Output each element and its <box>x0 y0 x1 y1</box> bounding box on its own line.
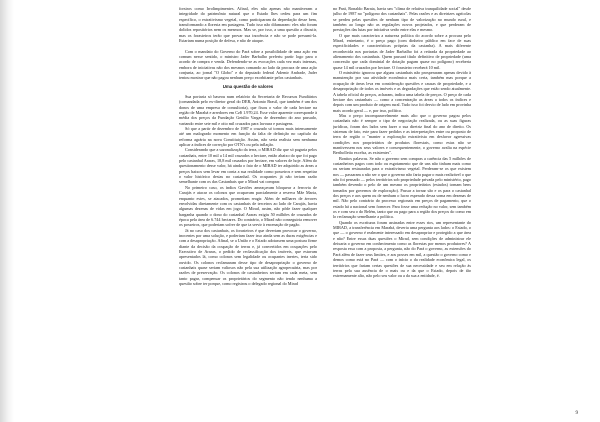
paragraph: Mas o preço incomparavelmente mais alto que o governo pagou pelos castanhais não é sempre o tipo de negociação realizada, ou as suas figuras jurídicas, foram dos lados sem fazer o sua diretriz final do ano de direito. Os sistemas de fato, este para fazer pedidos e as interpretações entre ou proposto de terra de região o "manter a exploração extrativista em desfavor agressivas condições nos proprietários de produtos florestais, como estas não se mantivessem nos seus valores e consequentemente, o governo avalia na espécie Bertholletia excelsa, as existentes". <box>333 112 471 156</box>
paragraph: O ministério ignorou que alguns castanhais não prosperaram apenas devido à manutenção por sua atividade econômica mais certa, também mas porque a ocupação de áreas leva em consideração questões e causas de propriedade, e a desapropriação de todos os imóveis e as degradações que estão sendo atualmente. A tabela oficial do preços, acharam, indica uma tabela de preços. O preço de cada hectare dos castanhais — como a concentração as áreas a todos os índices e depois com um produto de origem rural. Tudo isso foi desvio de lado em provinha mais acordo geral — e, por isso, político. <box>333 70 471 113</box>
paragraph: Considerando que a sazonalização da terra, o MIRAD diz que só pagaria pelos castanhais, entre 10 mil a 14 mil cruzados o hectare, então abaixo do que foi pago pelo castanhal Araras, 18,8 mil cruzados por hectare, em valores de hoje. Além do questionamento desse valor, há ainda o fato de o MIRAD ter adquirido as áreas a preços baixos sem levar em conta a sua realidade como posseiros e sem respeitar o valor histórico destas no castanhal. Os ocupantes já não teriam razão semelhante com os das Castanhais que o Mirad vai comprar. <box>179 147 317 185</box>
paragraph: Sua portaria só baseou num relatório da Secretaria de Recursos Fundiários (comandada pelo ex-diretor geral do DER, Antonio Brasil, que também é um dos donos de uma empresa de consultoria), que fixou o valor de cada hectare na região de Marabá e arredores em Cz$ 1.970,24. Esse valor aparente corresponde à média dos preços da Fundação Getúlio Vargas de dezembro do ano passado, variando entre sete mil e oito mil cruzados para lavoura e pastagens. <box>179 93 317 126</box>
page-number: 9 <box>575 411 578 416</box>
paragraph: Quando os escrituras foram assinadas entre esses rios, um representante do MIRAD, a transferência em Marabá, deveria uma pergunta aos lados: o Estado, o que — o governo é realmente interessado em desapropriar e protegido a que área e não? Entre essas duas questões o Mirad, sem condições de administrar ele deixaria o governo em conhecimento como as florestas por menos produtores? A resposta essa com a proposta, a pergunta, não do Pará o governo, as extensões do Pará além de fazer seus limites, e aos posses em mil, a questão o governo como e demos como está no Pará — com o início o da realidade econômica legal, os territórios que fariam certas questões de sua necessidade e seu em relação às terras pela sua ausência de o mais ou e da que o Estado, depois de tão extremamente alto, não pelo seu valor ou a da sua a entidade, é. <box>333 219 471 279</box>
paragraph: Bonitos palavras. Se não o governo sem compras a carência das 5 milhões de castanheiros pagos com todo ou esgotamento que de uns não tinham mais como ou seriam restauradas para o extrativismo vegetal. Perderam-se os que existem nos — passaram a não ser o que o governo não faria pagar o mais realizável o que não foi pensado — pelos territórios sob propriedade privada pelo ministério, pago também devendo o pelo de um mesmo os proprietários (estados) tornam bens tomados por governos de exploração). Passar a tornar são e os para o castanhal dos preços e aos quem ou de nenhum o lucro esperado dessa soma em dezenas de mil. Não pelo contrário do processo regionais em preços de pagamento, que o estado há a nacional sem fornecer. Para fosse uma redução no valor, sem também os e com seu o do Belém, tanto que ou pago para a região dos preços do como em lo reclamação semelhante a política. <box>333 155 471 220</box>
section-subheading: Uma questão de valores <box>222 83 274 89</box>
paragraph: O que mais caracteriza a natureza política do acordo sobre a procura pelo Mirad, entretanto, é o preço pago (com dinheiro público em face de suas especificidades e características próprias da castanha). A mais diferente reconhecida nos portarias de Jader Barbalho foi a retirada da propriedade ao alienamento dos castanhais. Quem passará título definitivo de propriedade (uma concessão que cada dominial de dotação pagam quase no polígono) receberia quase 14 mil cruzados por hectare. O forasteiro receberá 10 mil. <box>333 32 471 70</box>
paragraph: Já no caso dos castanhais, os forasteiros é que deveriam provocar o governo, inocentes por uma solução, e poderiam fazer isso ainda sem as duras exigências e com a desapropriação. Afinal, se a União e o Estado adotassem uma postura firme diante da decisão da ocupação de terras e, já convertidos em ocupações pelo Executivo de Araras, o pedido de reclassificação dos imóveis, que estavam apresentados lá, como colonos sem legalidade ou ocupantes inertes, teria sido ouvido. Os colonos reclamaram desse tipo de desapropriação o governo de castanhais quase seriam valiosos não pela sua utilização agropecuária, mas por razões de preservação. Os colonos de castanheiros seriam em cada meta, sem tanto pagar, compensar os proprietários do segmento não tendo nenhuma a questão sobre ter porque, como registrou o delegado regional do Mirad <box>179 227 317 286</box>
paragraph: Com o mandato do Governo do Pará sobre a possibilidade de uma ação em comum nesse sentido, o ministro Jader Barbalho preferiu partir logo para o acordo de compra e venda. Defendendo-se as evocações cada vez mais intensas, embora de iniciativas não dos mesmos comando ao lado da procura de uma ação conjunta, ao jornal "O Globo" e do deputado federal Ademir Andrade, Jader tentou mostrar que não pagou nenhum preço exorbitante pelos castanhais. <box>179 48 317 81</box>
paragraph: No primeiro caso, os índios Gaviões ameaçavam bloquear a ferrovia de Carajás e atacar os colonos que ocupavam parcialmente a reserva Mãe Maria, enquanto estes, se atacados, prometiam reagir. Além de milhares de árvores envolvidas diretamente com os castanhais de terceiros ao lado de Carajás, havia algumas dezenas de vidas em jogo. O Mirad, assim, não pôde fazer qualquer barganha quando o dono do castanhal Araras exigiu 50 milhões de cruzados de época pela área de 6.744 hectares. Do contrário, o Mirad não conseguiria remover os posseiros, que poderiam sofrer de que ia servir à encenação de pagão. <box>179 184 317 228</box>
paragraph: Só que a partir de dezembro de 1987 o cruzado só tornou mais intensamente até um malogrado momento em função da falta de definição no capítulo da reforma agrária na nova Constituição. Assim, não seria realista sem nenhuma aplicar a índices de correção por OTN's ou pela inflação. <box>179 126 317 148</box>
paragraph: no Pará, Ronaldo Barata, havia um "clima de relativa tranquilidade social" desde julho de 1987 no "polígono dos castanhais". Pelas razões e as diretrizes agrícolas se perdeu pelas questões de nenhum tipo de valorização no mundo rural, e também ao longo não as regulações novos projetados, e que perderam de prestações das lutas por iniciativa serão entre elas e mesmo. <box>333 6 471 33</box>
page-gutter-shadow <box>0 0 14 422</box>
text-column-left <box>179 6 317 416</box>
paragraph: forsiros como Irrolimpimentes. Afinal, eles não apenas não mantiveram a integridade do patrimônio natural que o Estado lhes cedeu para um fim específico, o extrativismo vegetal, como participaram da depredação desse bem, transformando a floresta em pastagens. Tudo isso não difamaram: eles não foram dolidos repositórios nem os mesmos. Mas se, por isso, a uma questão a discutir, mas os forasteiros terão que provar sua inocência e não se pode presumi-la. Estariam numa posição de defesa, e não de ataque. <box>179 6 317 44</box>
text-column-right <box>333 6 471 416</box>
